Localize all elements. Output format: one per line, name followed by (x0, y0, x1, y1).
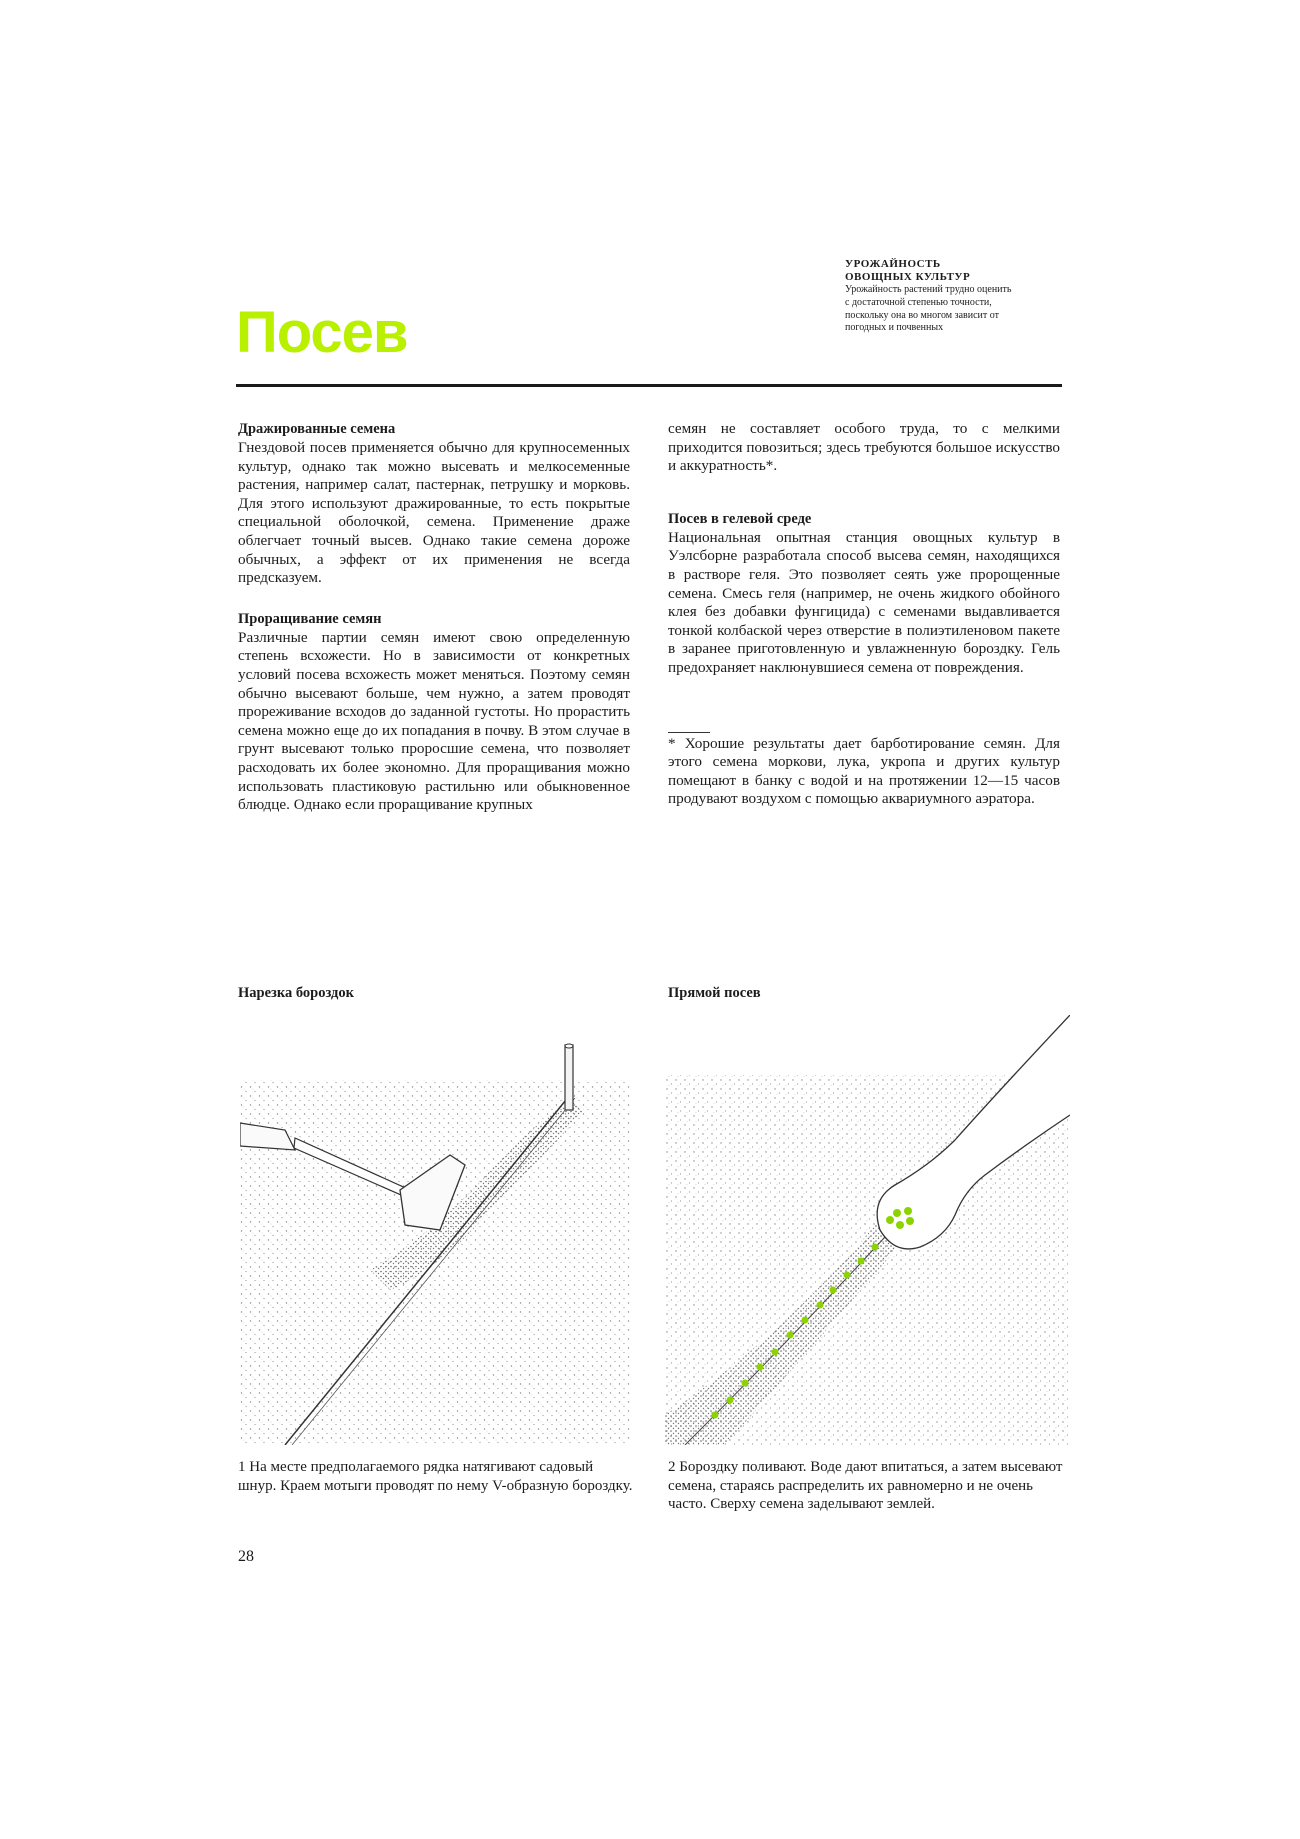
section-heading-gel-sowing: Посев в гелевой среде (668, 510, 812, 527)
section-text-germination: Различные партии семян имеют свою определенную степень всхожести. Но в зависимости от конкретных условий посева всхожесть может меняться. Поэтому семян обычно высевают больше, чем нужно, а затем проводят прореживание всходов до заданной густоты. Но прорастить семена можно еще до их попадания в почву. В этом случае в грунт высевают только проросшие семена, что позволяет расходовать их более экономно. Для проращивания можно использовать пластиковую растильню или обыкновенное блюдце. Однако если проращивание крупных (238, 628, 630, 814)
section-heading-germination: Проращивание семян (238, 610, 382, 627)
footnote: * Хорошие результаты дает барботирование семян. Для этого семена моркови, лука, укропа и других культур помещают в банку с водой и на протяжении 12—15 часов продувают воздухом с помощью аквариумного аэратора. (668, 734, 1060, 808)
figure-2-caption: 2 Бороздку поливают. Воде дают впитаться, а затем высевают семена, стараясь распределить их равномерно и не очень часто. Сверху семена заделывают землей. (668, 1459, 1063, 1513)
continuation-text: семян не составляет особого труда, то с мелкими приходится повозиться; здесь требуются большое искусство и аккуратность*. (668, 420, 1060, 475)
figure-2-title: Прямой посев (668, 985, 761, 1001)
sidenote-heading-line1: УРОЖАЙНОСТЬ (845, 258, 941, 270)
left-column (238, 420, 630, 815)
sidenote-text: Урожайность растений трудно оценить с достаточной степенью точности, поскольку она во многом зависит от погодных и почвенных (845, 284, 1012, 334)
direct-sowing-illustration (665, 1015, 1070, 1445)
furrow-drawing-illustration (240, 1040, 630, 1445)
footnote-rule (668, 732, 710, 733)
right-column (668, 420, 1060, 809)
stake-top (565, 1044, 573, 1048)
sidenote-heading-line2: ОВОЩНЫХ КУЛЬТУР (845, 271, 971, 283)
marker-stake (565, 1045, 573, 1110)
page-number: 28 (238, 1548, 254, 1565)
section-text-coated-seeds: Гнездовой посев применяется обычно для крупносеменных культур, однако так можно высевать и мелкосеменные растения, например салат, пастернак, петрушку и морковь. Для этого используют дражированные, то есть покрытые специальной оболочкой, семена. Применение драже облегчает точный высев. Однако такие семена дороже обычных, а эффект от их применения не всегда предсказуем. (238, 439, 630, 587)
header-rule (236, 384, 1062, 387)
sidenote (845, 258, 1015, 335)
page-title: Посев (236, 300, 408, 365)
section-text-gel-sowing: Национальная опытная станция овощных культур в Уэлсборне разработала способ высева семян, находящихся в растворе геля. Это позволяет сеять уже пророщенные семена. Смесь геля (например, не очень жидкого обойного клея без добавки фунгицида) с семенами выдавливается тонкой колбаской через отверстие в полиэтиленовом пакете в заранее приготовленную и увлажненную бороздку. Гель предохраняет наклюнувшиеся семена от повреждения. (668, 528, 1060, 676)
section-heading-coated-seeds: Дражированные семена (238, 421, 396, 437)
figure-1-title: Нарезка бороздок (238, 985, 354, 1001)
figure-1-caption: 1 На месте предполагаемого рядка натягивают садовый шнур. Краем мотыги проводят по нему V-образную бороздку. (238, 1459, 633, 1494)
